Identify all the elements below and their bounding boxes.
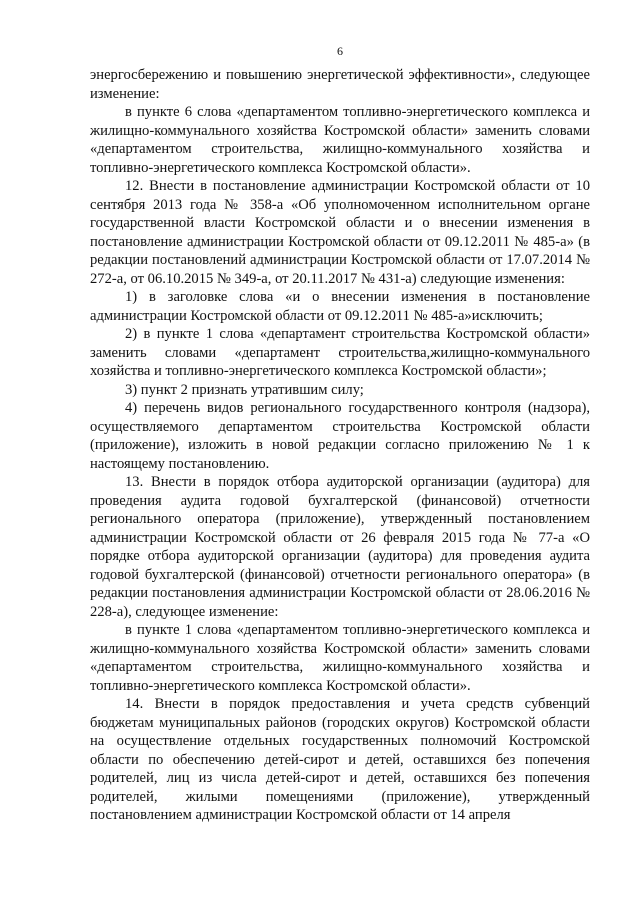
paragraph-7: 4) перечень видов регионального государственного контроля (надзора), осуществляемого департаментом строительства Костромской области (приложение), изложить в новой редакции согласно приложению № 1 к настоящему постановлению. xyxy=(90,400,590,472)
paragraph-10: 14. Внести в порядок предоставления и учета средств субвенций бюджетам муниципальных районов (городских округов) Костромской области на осуществление отдельных государственных полномочий Костромской области по обеспечению детей-сирот и детей, оставшихся без попечения родителей, лиц из числа детей-сирот и детей, оставшихся без попечения родителей, жилыми помещениями (приложение), утвержденный постановлением администрации Костромской области от 14 апреля xyxy=(90,696,590,823)
paragraph-3: 12. Внести в постановление администрации Костромской области от 10 сентября 2013 года № 358-а «Об уполномоченном исполнительном органе государственной власти Костромской области и о внесении изменения в постановление администрации Костромской области от 09.12.2011 № 485-а» (в редакции постановлений администрации Костромской области от 17.07.2014 № 272-а, от 06.10.2015 № 349-а, от 20.11.2017 № 431-а) следующие изменения: xyxy=(90,178,590,287)
paragraph-6: 3) пункт 2 признать утратившим силу; xyxy=(125,381,364,398)
paragraph-9: в пункте 1 слова «департаментом топливно-энергетического комплекса и жилищно-коммунального хозяйства Костромской области» заменить словами «департаментом строительства, жилищно-коммунального хозяйства и топливно-энергетического комплекса Костромской области». xyxy=(90,622,590,694)
paragraph-8: 13. Внести в порядок отбора аудиторской организации (аудитора) для проведения аудита годовой бухгалтерской (финансовой) отчетности регионального оператора (приложение), утвержденный постановлением администрации Костромской области от 26 февраля 2015 года № 77-а «О порядке отбора аудиторской организации (аудитора) для проведения аудита годовой бухгалтерской (финансовой) отчетности регионального оператора» (в редакции постановления администрации Костромской области от 28.06.2016 № 228-а), следующее изменение: xyxy=(90,474,590,620)
paragraph-4: 1) в заголовке слова «и о внесении изменения в постановление администрации Костромской области от 09.12.2011 № 485-а»исключить; xyxy=(90,289,590,324)
paragraph-1: энергосбережению и повышению энергетической эффективности», следующее изменение: xyxy=(90,67,590,102)
page-number: 6 xyxy=(337,44,343,58)
paragraph-5: 2) в пункте 1 слова «департамент строительства Костромской области» заменить словами «департамент строительства,жилищно-коммунального хозяйства и топливно-энергетического комплекса Костромской области»; xyxy=(90,326,590,379)
document-body xyxy=(90,66,590,825)
paragraph-2: в пункте 6 слова «департаментом топливно-энергетического комплекса и жилищно-коммунального хозяйства Костромской области» заменить словами «департаментом строительства, жилищно-коммунального хозяйства и топливно-энергетического комплекса Костромской области». xyxy=(90,104,590,176)
